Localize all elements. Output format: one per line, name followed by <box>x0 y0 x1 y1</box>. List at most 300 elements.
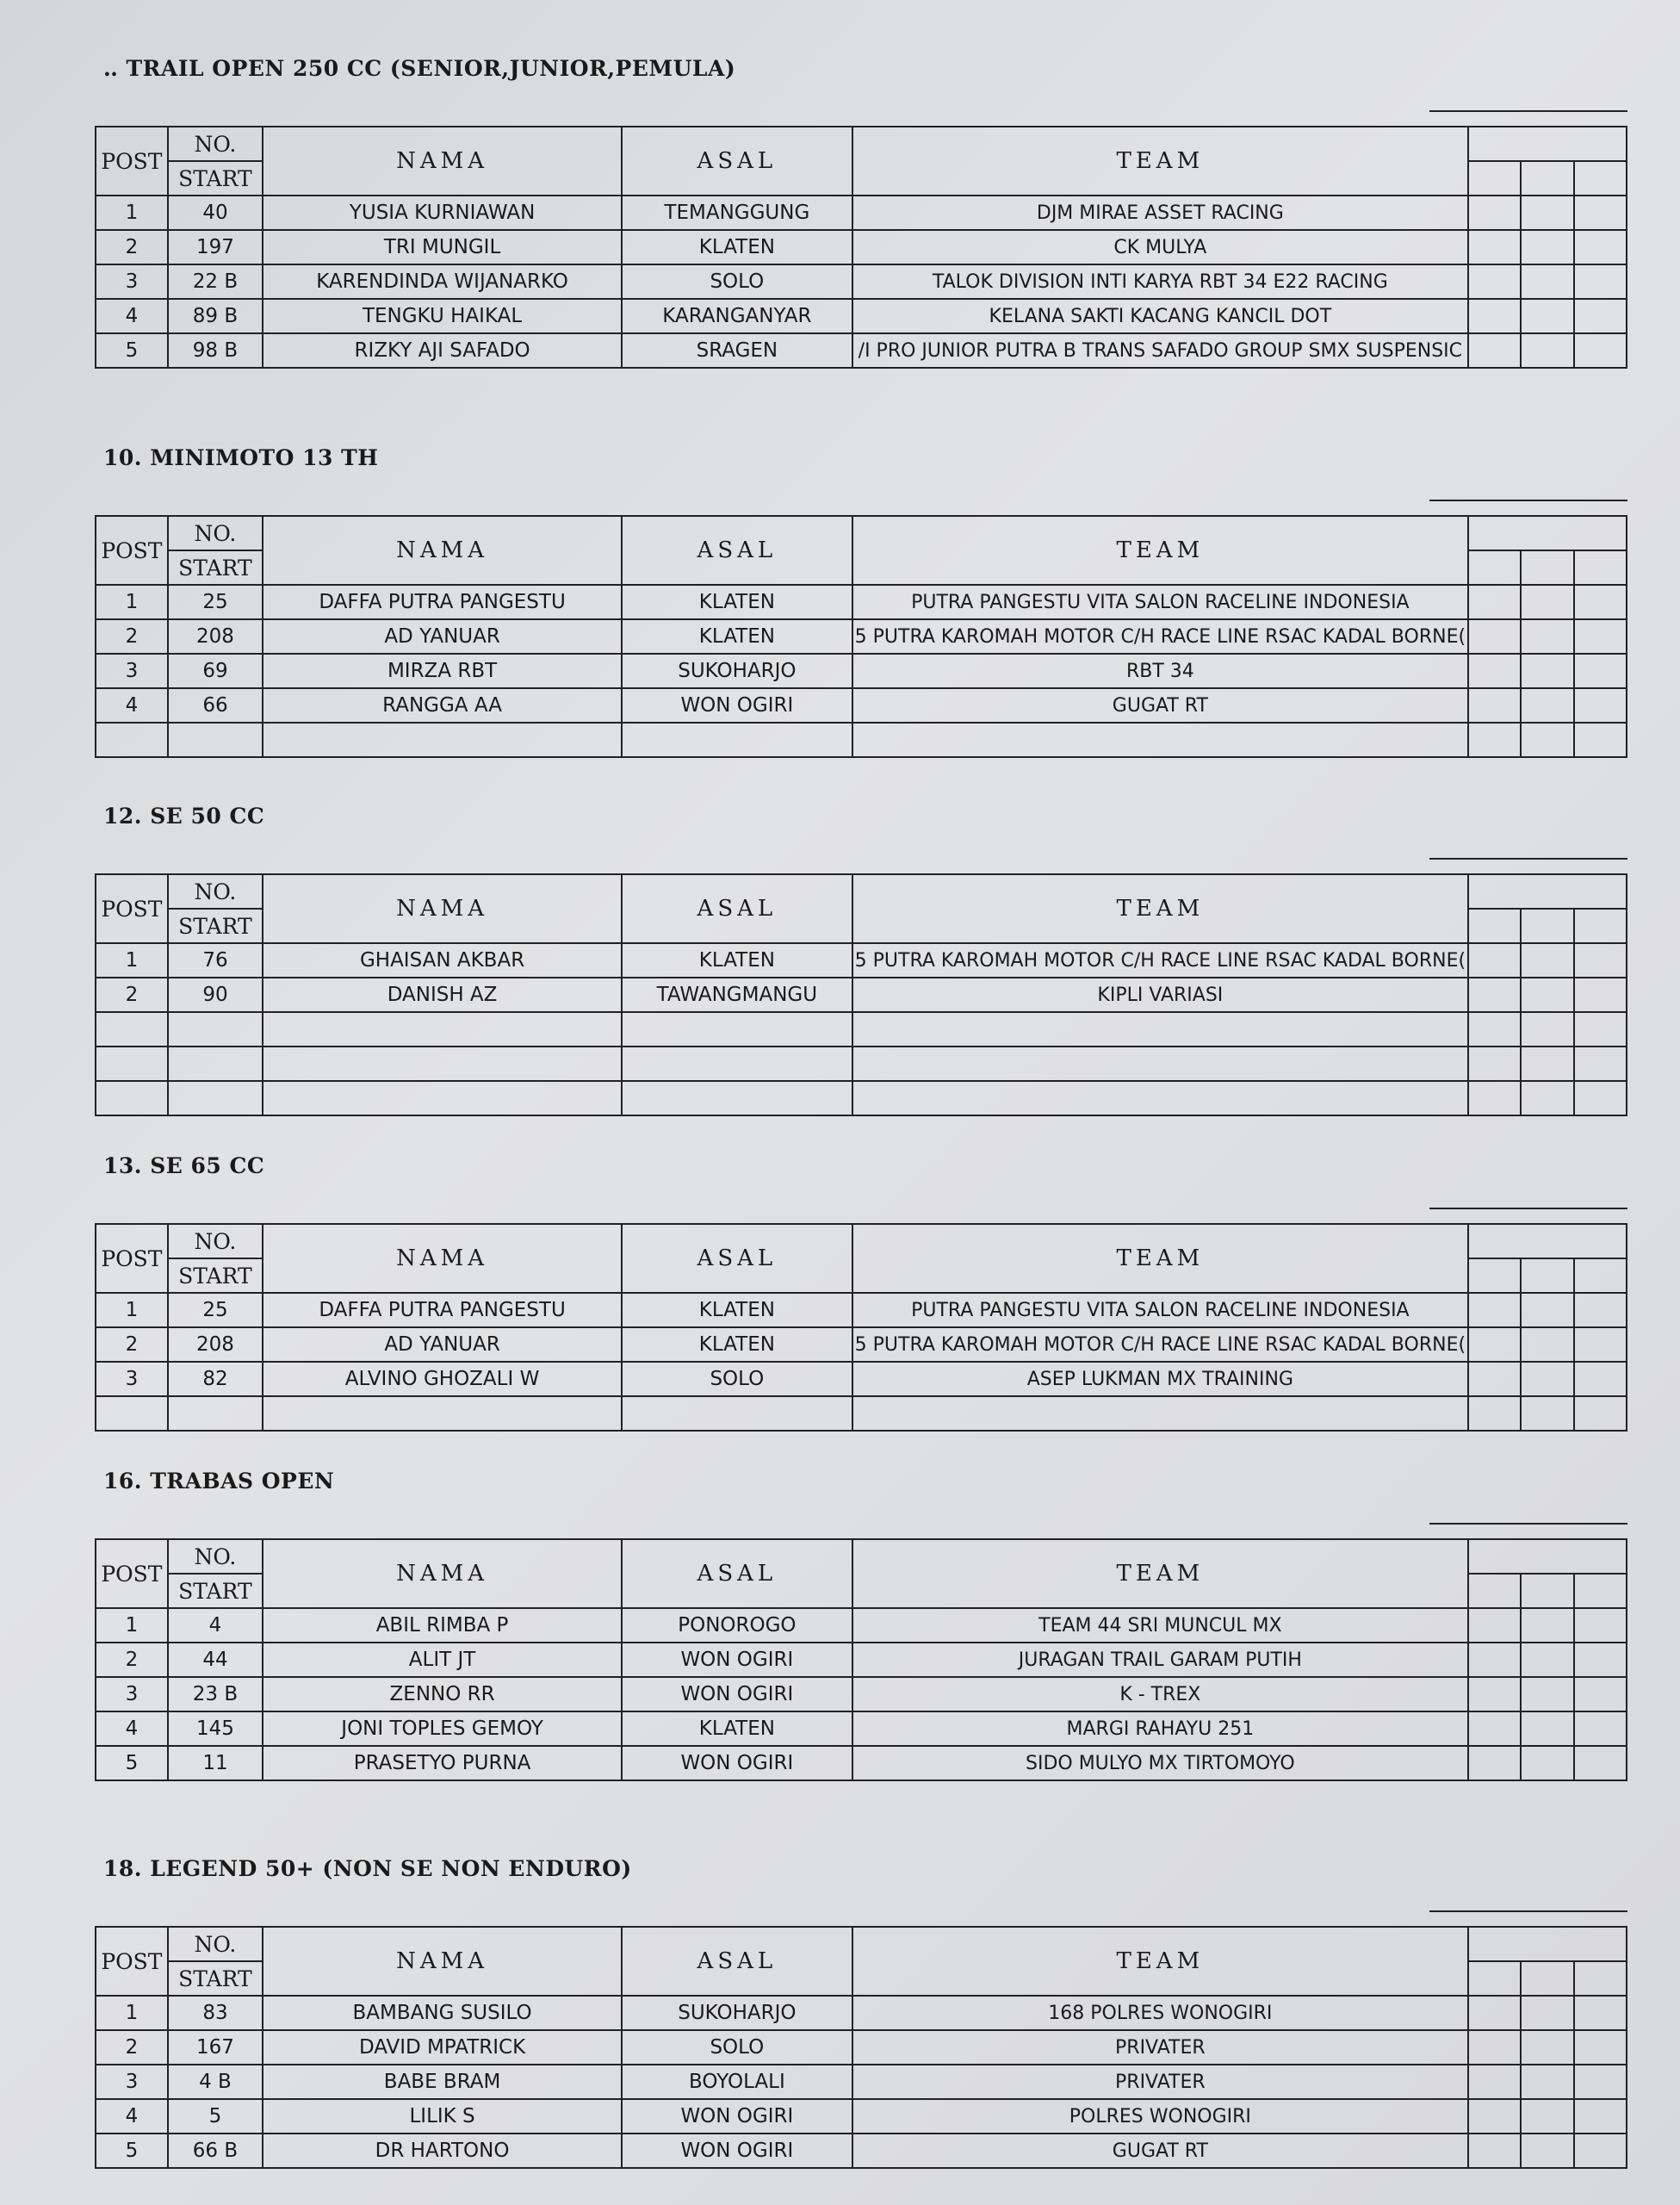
score-cell <box>1574 2030 1627 2065</box>
cell-team: /I PRO JUNIOR PUTRA B TRANS SAFADO GROUP SMX SUSPENSIC <box>852 333 1468 368</box>
score-cell <box>1468 230 1521 264</box>
cell-no-start: 167 <box>168 2030 263 2065</box>
cell-no-start <box>168 1047 263 1081</box>
table-row <box>96 264 1627 299</box>
cell-no-start: 90 <box>168 978 263 1012</box>
score-cell <box>1574 2065 1627 2099</box>
score-cell <box>1574 333 1627 368</box>
cell-post: 4 <box>96 2099 168 2134</box>
score-cell <box>1574 723 1627 757</box>
cell-post: 2 <box>96 1643 168 1677</box>
cell-asal: TEMANGGUNG <box>622 196 852 230</box>
score-cell <box>1574 550 1627 585</box>
score-cell <box>1468 161 1521 196</box>
cell-team: 5 PUTRA KAROMAH MOTOR C/H RACE LINE RSAC KADAL BORNE( <box>852 619 1468 654</box>
score-cell <box>1521 1746 1573 1780</box>
score-cell <box>1468 1327 1521 1362</box>
score-cell <box>1521 1996 1573 2030</box>
score-cell <box>1521 1258 1573 1293</box>
score-cell <box>1468 585 1521 619</box>
score-cell <box>1521 550 1573 585</box>
table-row <box>96 1081 1627 1115</box>
cell-no-start: 4 B <box>168 2065 263 2099</box>
cell-asal: KLATEN <box>622 1293 852 1327</box>
rule-line <box>1429 110 1627 112</box>
score-cell <box>1574 1608 1627 1643</box>
cell-post: 1 <box>96 1608 168 1643</box>
cell-no-start: 66 B <box>168 2134 263 2168</box>
cell-asal: WON OGIRI <box>622 1746 852 1780</box>
cell-team: RBT 34 <box>852 654 1468 688</box>
cell-nama: DAFFA PUTRA PANGESTU <box>263 585 622 619</box>
table-row <box>96 1293 1627 1327</box>
table-row <box>96 196 1627 230</box>
score-cell <box>1574 1711 1627 1746</box>
score-cell <box>1468 196 1521 230</box>
section-trabas-open <box>95 1464 1627 1774</box>
header-score-blank <box>1468 1539 1627 1574</box>
table-row <box>96 723 1627 757</box>
score-cell <box>1521 161 1573 196</box>
score-cell <box>1574 1327 1627 1362</box>
cell-no-start: 89 B <box>168 299 263 333</box>
header-start: START <box>168 550 263 585</box>
cell-post: 5 <box>96 2134 168 2168</box>
header-start: START <box>168 909 263 943</box>
score-cell <box>1521 1643 1573 1677</box>
cell-post: 3 <box>96 654 168 688</box>
cell-no-start <box>168 723 263 757</box>
score-cell <box>1574 654 1627 688</box>
cell-nama: RANGGA AA <box>263 688 622 723</box>
cell-nama: ZENNO RR <box>263 1677 622 1711</box>
score-cell <box>1468 943 1521 978</box>
score-cell <box>1521 1047 1573 1081</box>
cell-team: TALOK DIVISION INTI KARYA RBT 34 E22 RACING <box>852 264 1468 299</box>
table-row <box>96 1047 1627 1081</box>
section-title: 13. SE 65 CC <box>103 1153 265 1178</box>
score-cell <box>1468 1608 1521 1643</box>
score-cell <box>1468 1081 1521 1115</box>
header-no: NO. <box>168 1224 263 1258</box>
header-score-blank <box>1468 874 1627 909</box>
results-table <box>95 515 1627 758</box>
cell-no-start: 145 <box>168 1711 263 1746</box>
cell-team: ASEP LUKMAN MX TRAINING <box>852 1362 1468 1396</box>
cell-asal: KLATEN <box>622 619 852 654</box>
cell-post: 4 <box>96 1711 168 1746</box>
score-cell <box>1468 654 1521 688</box>
score-cell <box>1468 1258 1521 1293</box>
cell-no-start: 98 B <box>168 333 263 368</box>
header-asal: ASAL <box>622 1224 852 1293</box>
cell-asal <box>622 723 852 757</box>
score-cell <box>1521 1961 1573 1996</box>
cell-asal: BOYOLALI <box>622 2065 852 2099</box>
cell-no-start: 4 <box>168 1608 263 1643</box>
table-row <box>96 585 1627 619</box>
table-row <box>96 1746 1627 1780</box>
table-row <box>96 688 1627 723</box>
cell-nama: ALIT JT <box>263 1643 622 1677</box>
header-team: TEAM <box>852 127 1468 196</box>
section-title: 16. TRABAS OPEN <box>103 1469 335 1494</box>
cell-post: 3 <box>96 1677 168 1711</box>
rule-line <box>1429 1910 1627 1912</box>
cell-no-start <box>168 1396 263 1431</box>
cell-asal: KLATEN <box>622 230 852 264</box>
cell-team <box>852 1012 1468 1047</box>
score-cell <box>1574 264 1627 299</box>
score-cell <box>1468 1574 1521 1608</box>
table-row <box>96 2134 1627 2168</box>
cell-post: 2 <box>96 1327 168 1362</box>
header-row <box>96 127 1627 161</box>
table-row <box>96 1643 1627 1677</box>
score-cell <box>1574 230 1627 264</box>
score-cell <box>1521 2099 1573 2134</box>
score-cell <box>1574 1293 1627 1327</box>
score-cell <box>1521 1574 1573 1608</box>
score-cell <box>1468 2099 1521 2134</box>
score-cell <box>1574 1677 1627 1711</box>
score-cell <box>1521 1327 1573 1362</box>
header-row <box>96 516 1627 550</box>
header-post: POST <box>96 516 168 585</box>
score-cell <box>1468 909 1521 943</box>
cell-nama: JONI TOPLES GEMOY <box>263 1711 622 1746</box>
score-cell <box>1521 230 1573 264</box>
header-start: START <box>168 1258 263 1293</box>
cell-team: CK MULYA <box>852 230 1468 264</box>
cell-team: DJM MIRAE ASSET RACING <box>852 196 1468 230</box>
cell-post <box>96 1396 168 1431</box>
cell-no-start: 25 <box>168 585 263 619</box>
cell-asal: KARANGANYAR <box>622 299 852 333</box>
table-row <box>96 1996 1627 2030</box>
cell-post: 1 <box>96 1996 168 2030</box>
score-cell <box>1468 619 1521 654</box>
cell-asal <box>622 1396 852 1431</box>
cell-nama: DAFFA PUTRA PANGESTU <box>263 1293 622 1327</box>
cell-team <box>852 1081 1468 1115</box>
score-cell <box>1468 1711 1521 1746</box>
table-row <box>96 2099 1627 2134</box>
cell-asal <box>622 1012 852 1047</box>
cell-nama <box>263 723 622 757</box>
cell-asal: WON OGIRI <box>622 688 852 723</box>
table-row <box>96 333 1627 368</box>
table-row <box>96 1608 1627 1643</box>
cell-post: 1 <box>96 196 168 230</box>
cell-asal: SOLO <box>622 1362 852 1396</box>
cell-asal: WON OGIRI <box>622 2134 852 2168</box>
cell-post <box>96 1012 168 1047</box>
rule-line <box>1429 500 1627 501</box>
header-team: TEAM <box>852 1539 1468 1608</box>
header-team: TEAM <box>852 516 1468 585</box>
header-team: TEAM <box>852 874 1468 943</box>
header-score-blank <box>1468 127 1627 161</box>
header-row <box>96 1539 1627 1574</box>
score-cell <box>1574 1047 1627 1081</box>
header-post: POST <box>96 1224 168 1293</box>
score-cell <box>1468 299 1521 333</box>
cell-asal: SRAGEN <box>622 333 852 368</box>
section-se-50 <box>95 799 1627 1006</box>
score-cell <box>1521 909 1573 943</box>
score-cell <box>1468 1396 1521 1431</box>
cell-nama: AD YANUAR <box>263 619 622 654</box>
cell-nama: BAMBANG SUSILO <box>263 1996 622 2030</box>
cell-asal: SUKOHARJO <box>622 1996 852 2030</box>
cell-post: 2 <box>96 978 168 1012</box>
cell-team: SIDO MULYO MX TIRTOMOYO <box>852 1746 1468 1780</box>
table-row <box>96 1677 1627 1711</box>
score-cell <box>1468 1293 1521 1327</box>
header-no: NO. <box>168 127 263 161</box>
score-cell <box>1521 723 1573 757</box>
cell-nama: ABIL RIMBA P <box>263 1608 622 1643</box>
cell-post <box>96 1047 168 1081</box>
cell-post: 1 <box>96 585 168 619</box>
rule-line <box>1429 858 1627 860</box>
cell-team: KELANA SAKTI KACANG KANCIL DOT <box>852 299 1468 333</box>
cell-no-start: 23 B <box>168 1677 263 1711</box>
cell-post <box>96 1081 168 1115</box>
header-asal: ASAL <box>622 516 852 585</box>
cell-no-start: 11 <box>168 1746 263 1780</box>
cell-post: 2 <box>96 619 168 654</box>
score-cell <box>1468 1362 1521 1396</box>
header-nama: NAMA <box>263 1539 622 1608</box>
cell-asal <box>622 1081 852 1115</box>
header-row <box>96 1927 1627 1961</box>
score-cell <box>1468 1012 1521 1047</box>
rule-line <box>1429 1523 1627 1525</box>
rule-line <box>1429 1208 1627 1209</box>
cell-asal: SOLO <box>622 2030 852 2065</box>
table-row <box>96 943 1627 978</box>
table-row <box>96 978 1627 1012</box>
cell-team: 5 PUTRA KAROMAH MOTOR C/H RACE LINE RSAC KADAL BORNE( <box>852 1327 1468 1362</box>
score-cell <box>1468 1643 1521 1677</box>
cell-no-start: 208 <box>168 1327 263 1362</box>
score-cell <box>1468 1996 1521 2030</box>
cell-team: 168 POLRES WONOGIRI <box>852 1996 1468 2030</box>
header-score-blank <box>1468 1927 1627 1961</box>
cell-post: 1 <box>96 1293 168 1327</box>
cell-team <box>852 1396 1468 1431</box>
score-cell <box>1521 978 1573 1012</box>
score-cell <box>1468 1047 1521 1081</box>
score-cell <box>1574 1643 1627 1677</box>
section-title: 12. SE 50 CC <box>103 804 265 829</box>
table-row <box>96 2065 1627 2099</box>
header-post: POST <box>96 127 168 196</box>
score-cell <box>1574 1996 1627 2030</box>
score-cell <box>1468 1961 1521 1996</box>
score-cell <box>1574 1012 1627 1047</box>
score-cell <box>1521 2065 1573 2099</box>
results-table <box>95 1926 1627 2169</box>
table-row <box>96 619 1627 654</box>
cell-asal <box>622 1047 852 1081</box>
score-cell <box>1521 1081 1573 1115</box>
results-table <box>95 126 1627 369</box>
score-cell <box>1521 943 1573 978</box>
table-row <box>96 1362 1627 1396</box>
cell-post: 3 <box>96 2065 168 2099</box>
header-score-blank <box>1468 516 1627 550</box>
score-cell <box>1574 2099 1627 2134</box>
score-cell <box>1521 1012 1573 1047</box>
section-se-65 <box>95 1149 1627 1390</box>
cell-post: 3 <box>96 264 168 299</box>
cell-nama: MIRZA RBT <box>263 654 622 688</box>
cell-asal: TAWANGMANGU <box>622 978 852 1012</box>
score-cell <box>1468 550 1521 585</box>
results-table <box>95 873 1627 1116</box>
header-start: START <box>168 1574 263 1608</box>
cell-team: K - TREX <box>852 1677 1468 1711</box>
cell-nama: PRASETYO PURNA <box>263 1746 622 1780</box>
cell-asal: KLATEN <box>622 585 852 619</box>
score-cell <box>1521 1362 1573 1396</box>
score-cell <box>1468 1677 1521 1711</box>
cell-no-start: 25 <box>168 1293 263 1327</box>
score-cell <box>1468 2065 1521 2099</box>
cell-nama: YUSIA KURNIAWAN <box>263 196 622 230</box>
cell-asal: WON OGIRI <box>622 1677 852 1711</box>
cell-post: 5 <box>96 333 168 368</box>
section-title: 18. LEGEND 50+ (NON SE NON ENDURO) <box>103 1856 632 1881</box>
cell-team <box>852 723 1468 757</box>
cell-asal: KLATEN <box>622 943 852 978</box>
score-cell <box>1468 2030 1521 2065</box>
cell-nama <box>263 1081 622 1115</box>
header-no: NO. <box>168 874 263 909</box>
score-cell <box>1521 1677 1573 1711</box>
table-row <box>96 2030 1627 2065</box>
cell-no-start: 76 <box>168 943 263 978</box>
section-trail-open-250 <box>95 52 1627 362</box>
header-row <box>96 1224 1627 1258</box>
cell-nama <box>263 1396 622 1431</box>
cell-team <box>852 1047 1468 1081</box>
header-post: POST <box>96 1539 168 1608</box>
score-cell <box>1574 1081 1627 1115</box>
score-cell <box>1468 978 1521 1012</box>
cell-no-start: 40 <box>168 196 263 230</box>
section-legend-50 <box>95 1852 1627 2162</box>
cell-post: 1 <box>96 943 168 978</box>
header-row <box>96 874 1627 909</box>
results-table <box>95 1538 1627 1781</box>
cell-team: JURAGAN TRAIL GARAM PUTIH <box>852 1643 1468 1677</box>
cell-nama: BABE BRAM <box>263 2065 622 2099</box>
header-nama: NAMA <box>263 1224 622 1293</box>
header-no: NO. <box>168 1539 263 1574</box>
score-cell <box>1574 1961 1627 1996</box>
score-cell <box>1521 619 1573 654</box>
cell-team: GUGAT RT <box>852 2134 1468 2168</box>
cell-no-start: 82 <box>168 1362 263 1396</box>
score-cell <box>1574 196 1627 230</box>
section-minimoto-13 <box>95 441 1627 717</box>
header-no: NO. <box>168 1927 263 1961</box>
header-asal: ASAL <box>622 1539 852 1608</box>
cell-post <box>96 723 168 757</box>
cell-team: KIPLI VARIASI <box>852 978 1468 1012</box>
table-row <box>96 299 1627 333</box>
header-start: START <box>168 1961 263 1996</box>
score-cell <box>1574 688 1627 723</box>
cell-no-start: 208 <box>168 619 263 654</box>
cell-asal: WON OGIRI <box>622 2099 852 2134</box>
cell-nama: DANISH AZ <box>263 978 622 1012</box>
section-title: 10. MINIMOTO 13 TH <box>103 445 379 470</box>
score-cell <box>1468 264 1521 299</box>
header-asal: ASAL <box>622 1927 852 1996</box>
score-cell <box>1521 1293 1573 1327</box>
score-cell <box>1574 1396 1627 1431</box>
cell-team: PRIVATER <box>852 2030 1468 2065</box>
score-cell <box>1521 585 1573 619</box>
score-cell <box>1521 654 1573 688</box>
cell-nama: AD YANUAR <box>263 1327 622 1362</box>
cell-asal: KLATEN <box>622 1711 852 1746</box>
cell-team: PUTRA PANGESTU VITA SALON RACELINE INDONESIA <box>852 585 1468 619</box>
cell-nama: TRI MUNGIL <box>263 230 622 264</box>
cell-post: 4 <box>96 688 168 723</box>
score-cell <box>1468 2134 1521 2168</box>
score-cell <box>1521 2030 1573 2065</box>
score-cell <box>1468 688 1521 723</box>
header-team: TEAM <box>852 1927 1468 1996</box>
cell-team: 5 PUTRA KAROMAH MOTOR C/H RACE LINE RSAC KADAL BORNE( <box>852 943 1468 978</box>
header-start: START <box>168 161 263 196</box>
score-cell <box>1521 1711 1573 1746</box>
score-cell <box>1468 1746 1521 1780</box>
score-cell <box>1468 333 1521 368</box>
cell-team: TEAM 44 SRI MUNCUL MX <box>852 1608 1468 1643</box>
score-cell <box>1574 1362 1627 1396</box>
score-cell <box>1574 161 1627 196</box>
cell-post: 4 <box>96 299 168 333</box>
section-title: ‥ TRAIL OPEN 250 CC (SENIOR,JUNIOR,PEMULA) <box>103 56 736 81</box>
cell-post: 3 <box>96 1362 168 1396</box>
table-row <box>96 1012 1627 1047</box>
table-row <box>96 654 1627 688</box>
cell-no-start: 69 <box>168 654 263 688</box>
score-cell <box>1574 619 1627 654</box>
score-cell <box>1574 1746 1627 1780</box>
cell-nama <box>263 1047 622 1081</box>
score-cell <box>1574 978 1627 1012</box>
header-no: NO. <box>168 516 263 550</box>
cell-asal: PONOROGO <box>622 1608 852 1643</box>
score-cell <box>1521 1396 1573 1431</box>
cell-nama: GHAISAN AKBAR <box>263 943 622 978</box>
cell-asal: KLATEN <box>622 1327 852 1362</box>
table-row <box>96 230 1627 264</box>
table-row <box>96 1711 1627 1746</box>
score-cell <box>1574 1258 1627 1293</box>
header-score-blank <box>1468 1224 1627 1258</box>
score-cell <box>1521 333 1573 368</box>
cell-post: 2 <box>96 2030 168 2065</box>
